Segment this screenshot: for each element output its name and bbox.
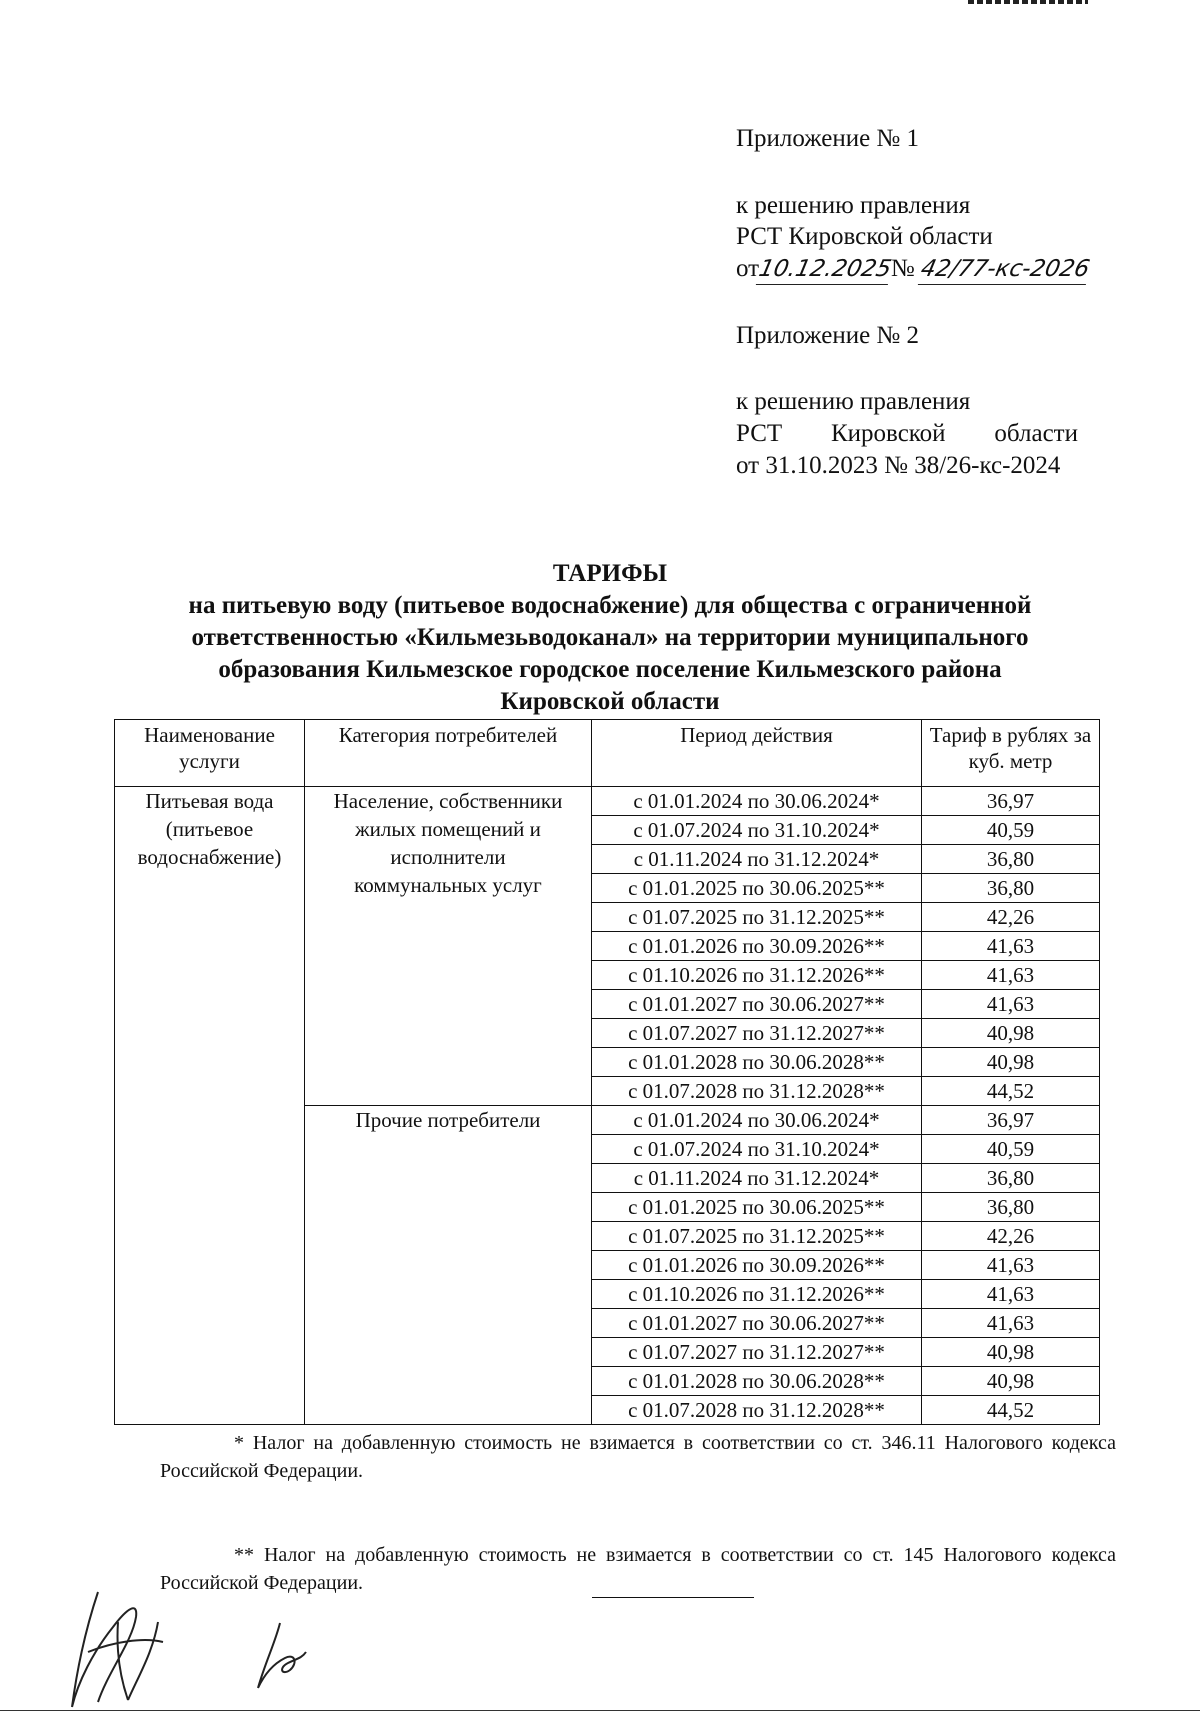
period-cell: с 01.01.2025 по 30.06.2025** bbox=[592, 1193, 922, 1222]
tariff-cell: 41,63 bbox=[922, 1280, 1100, 1309]
period-cell: с 01.07.2028 по 31.12.2028** bbox=[592, 1077, 922, 1106]
heading-line: на питьевую воду (питьевое водоснабжение) для общества с ограниченной bbox=[188, 592, 1032, 619]
header-tariff: Тариф в рублях за куб. метр bbox=[922, 720, 1100, 787]
category-line: исполнители bbox=[390, 845, 506, 869]
category-line: Прочие потребители bbox=[355, 1108, 541, 1132]
service-line: Питьевая вода bbox=[145, 789, 274, 813]
period-cell: с 01.07.2025 по 31.12.2025** bbox=[592, 903, 922, 932]
tariff-cell: 40,59 bbox=[922, 816, 1100, 845]
tariff-cell: 36,97 bbox=[922, 1106, 1100, 1135]
period-cell: с 01.01.2027 по 30.06.2027** bbox=[592, 990, 922, 1019]
tariff-cell: 36,80 bbox=[922, 874, 1100, 903]
tariff-cell: 44,52 bbox=[922, 1077, 1100, 1106]
tariff-cell: 40,98 bbox=[922, 1048, 1100, 1077]
appendix1-number: 42/77-кс-2026 bbox=[917, 255, 1091, 285]
period-cell: с 01.01.2028 по 30.06.2028** bbox=[592, 1048, 922, 1077]
period-cell: с 01.11.2024 по 31.12.2024* bbox=[592, 1164, 922, 1193]
tariff-cell: 40,59 bbox=[922, 1135, 1100, 1164]
heading-line: ответственностью «Кильмезьводоканал» на территории муниципального bbox=[191, 624, 1029, 651]
appendix1-line2: РСТ Кировской области bbox=[736, 223, 993, 250]
appendix1-date: 10.12.2025 bbox=[756, 255, 894, 285]
scan-edge bbox=[0, 1710, 1200, 1711]
period-cell: с 01.01.2026 по 30.09.2026** bbox=[592, 1251, 922, 1280]
period-cell: с 01.07.2028 по 31.12.2028** bbox=[592, 1396, 922, 1425]
period-cell: с 01.11.2024 по 31.12.2024* bbox=[592, 845, 922, 874]
appendix2-word: Кировской bbox=[831, 420, 946, 447]
header-service: Наименование услуги bbox=[115, 720, 305, 787]
category-line: жилых помещений и bbox=[355, 817, 541, 841]
divider bbox=[592, 1597, 754, 1598]
category-cell bbox=[305, 1106, 592, 1425]
appendix2-word: области bbox=[994, 420, 1078, 447]
footnote-vat-346: * Налог на добавленную стоимость не взимается в соответствии со ст. 346.11 Налогового кодекса Российской Федерации. bbox=[160, 1432, 1116, 1482]
appendix1-line1: к решению правления bbox=[736, 192, 971, 219]
period-cell: с 01.01.2025 по 30.06.2025** bbox=[592, 874, 922, 903]
period-cell: с 01.07.2027 по 31.12.2027** bbox=[592, 1019, 922, 1048]
tariff-cell: 36,80 bbox=[922, 1193, 1100, 1222]
tariff-cell: 36,97 bbox=[922, 787, 1100, 816]
tariff-cell: 41,63 bbox=[922, 932, 1100, 961]
table-header-row bbox=[115, 720, 1100, 787]
period-cell: с 01.01.2026 по 30.09.2026** bbox=[592, 932, 922, 961]
document-title: ТАРИФЫ bbox=[552, 560, 668, 587]
tariff-cell: 40,98 bbox=[922, 1019, 1100, 1048]
scan-artifact bbox=[968, 0, 1088, 4]
appendix1-line3 bbox=[736, 254, 1092, 285]
period-cell: с 01.01.2028 по 30.06.2028** bbox=[592, 1367, 922, 1396]
tariff-cell: 36,80 bbox=[922, 1164, 1100, 1193]
signature-2 bbox=[250, 1618, 310, 1698]
tariff-cell: 42,26 bbox=[922, 903, 1100, 932]
category-line: Население, собственники bbox=[333, 789, 563, 813]
header-period: Период действия bbox=[592, 720, 922, 787]
heading-line: Кировской области bbox=[500, 688, 720, 715]
table-row bbox=[115, 787, 1100, 816]
appendix2-title: Приложение № 2 bbox=[736, 322, 920, 349]
category-cell bbox=[305, 787, 592, 1106]
tariff-cell: 41,63 bbox=[922, 990, 1100, 1019]
footnote-vat-145: ** Налог на добавленную стоимость не взимается в соответствии со ст. 145 Налогового кодекса Российской Федерации. bbox=[160, 1544, 1116, 1594]
header-category: Категория потребителей bbox=[305, 720, 592, 787]
tariff-cell: 41,63 bbox=[922, 1309, 1100, 1338]
service-cell bbox=[115, 787, 305, 1425]
service-line: (питьевое bbox=[165, 817, 254, 841]
period-cell: с 01.01.2027 по 30.06.2027** bbox=[592, 1309, 922, 1338]
period-cell: с 01.01.2024 по 30.06.2024* bbox=[592, 787, 922, 816]
category-line: коммунальных услуг bbox=[354, 873, 542, 897]
appendix2-word: РСТ bbox=[736, 420, 783, 447]
period-cell: с 01.07.2027 по 31.12.2027** bbox=[592, 1338, 922, 1367]
period-cell: с 01.10.2026 по 31.12.2026** bbox=[592, 961, 922, 990]
tariff-cell: 42,26 bbox=[922, 1222, 1100, 1251]
period-cell: с 01.07.2024 по 31.10.2024* bbox=[592, 1135, 922, 1164]
tariff-cell: 40,98 bbox=[922, 1338, 1100, 1367]
service-line: водоснабжение) bbox=[137, 845, 282, 869]
appendix2-line3: от 31.10.2023 № 38/26-кс-2024 bbox=[736, 452, 1061, 479]
tariff-cell: 36,80 bbox=[922, 845, 1100, 874]
appendix1-prefix: от bbox=[736, 255, 760, 282]
tariffs-table bbox=[114, 719, 1100, 1425]
tariff-cell: 44,52 bbox=[922, 1396, 1100, 1425]
signature-1 bbox=[58, 1582, 178, 1718]
appendix1-title: Приложение № 1 bbox=[736, 125, 920, 152]
appendix2-line1: к решению правления bbox=[736, 388, 971, 415]
period-cell: с 01.07.2024 по 31.10.2024* bbox=[592, 816, 922, 845]
tariff-cell: 41,63 bbox=[922, 1251, 1100, 1280]
tariff-cell: 40,98 bbox=[922, 1367, 1100, 1396]
period-cell: с 01.01.2024 по 30.06.2024* bbox=[592, 1106, 922, 1135]
period-cell: с 01.10.2026 по 31.12.2026** bbox=[592, 1280, 922, 1309]
tariff-cell: 41,63 bbox=[922, 961, 1100, 990]
appendix2-line2 bbox=[736, 419, 1078, 448]
period-cell: с 01.07.2025 по 31.12.2025** bbox=[592, 1222, 922, 1251]
appendix1-number-label: № bbox=[890, 255, 915, 282]
heading-line: образования Кильмезское городское поселение Кильмезского района bbox=[218, 656, 1002, 683]
